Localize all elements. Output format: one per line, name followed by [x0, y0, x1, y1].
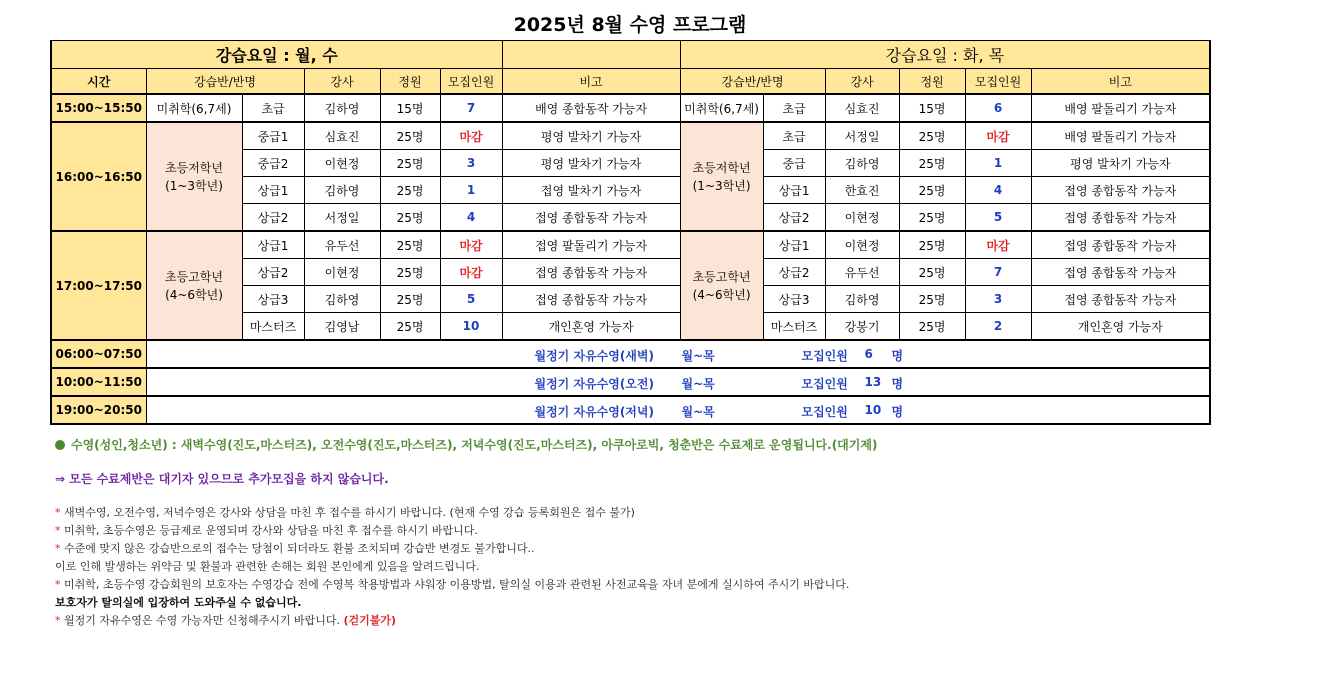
capacity: 15명 — [380, 94, 440, 122]
note-line — [55, 504, 877, 522]
note: 접영 종합동작 가능자 — [502, 259, 680, 286]
capacity: 25명 — [899, 122, 965, 150]
note: 평영 발차기 가능자 — [502, 150, 680, 177]
capacity: 25명 — [899, 231, 965, 259]
teacher: 김하영 — [304, 94, 380, 122]
note: 평영 발차기 가능자 — [502, 122, 680, 150]
note: 접영 종합동작 가능자 — [1031, 177, 1210, 204]
teacher: 심효진 — [825, 94, 899, 122]
capacity: 25명 — [380, 259, 440, 286]
recruit-count: 1 — [965, 150, 1031, 177]
teacher: 이현정 — [825, 231, 899, 259]
class-level: 상급1 — [242, 177, 304, 204]
free-swim-info — [146, 340, 1210, 368]
class-level: 중급2 — [242, 150, 304, 177]
class-level: 상급2 — [763, 204, 825, 232]
free-swim-unit: 명 — [891, 377, 904, 391]
class-level: 중급 — [763, 150, 825, 177]
teacher: 이현정 — [304, 150, 380, 177]
class-group: 미취학(6,7세) — [680, 94, 763, 122]
teacher: 김하영 — [825, 286, 899, 313]
class-level: 상급1 — [763, 231, 825, 259]
teacher: 서정일 — [825, 122, 899, 150]
note: 접영 종합동작 가능자 — [1031, 286, 1210, 313]
note-text: 수준에 맞지 않은 강습반으로의 접수는 당첨이 되더라도 환불 조치되며 강습반 변경도 불가합니다.. — [64, 542, 535, 555]
col-teacher: 강사 — [304, 69, 380, 95]
recruit-count: 마감 — [440, 259, 502, 286]
free-swim-notice: * 월정기 자유수영은 수영 가능자만 신청해주시기 바랍니다. (걷기불가) — [55, 614, 397, 627]
capacity: 25명 — [380, 150, 440, 177]
page-title: 2025년 8월 수영 프로그램 — [513, 14, 747, 36]
recruit-count: 5 — [965, 204, 1031, 232]
table-row — [51, 41, 1210, 69]
class-level: 상급3 — [763, 286, 825, 313]
recruit-count: 10 — [440, 313, 502, 341]
capacity: 25명 — [899, 177, 965, 204]
note-line — [55, 540, 877, 558]
note: 배영 팔돌리기 가능자 — [1031, 94, 1210, 122]
note-line — [55, 558, 877, 576]
free-swim-unit: 명 — [891, 349, 904, 363]
free-swim-label: 모집인원 — [801, 377, 848, 391]
note-star: * — [55, 578, 64, 591]
class-level: 중급1 — [242, 122, 304, 150]
free-swim-label: 모집인원 — [801, 349, 848, 363]
class-level: 초급 — [763, 94, 825, 122]
bullet-dot-icon — [55, 440, 65, 450]
blank-header — [502, 41, 680, 69]
recruit-count: 1 — [440, 177, 502, 204]
capacity: 25명 — [380, 122, 440, 150]
capacity: 25명 — [899, 150, 965, 177]
table-row — [51, 368, 1210, 396]
guardian-notice: 보호자가 탈의실에 입장하여 도와주실 수 없습니다. — [55, 596, 302, 609]
time-slot: 16:00~16:50 — [51, 122, 146, 231]
capacity: 25명 — [380, 204, 440, 232]
class-group: 초등저학년 (1~3학년) — [146, 122, 242, 231]
teacher: 김하영 — [304, 286, 380, 313]
right-days-header: 강습요일 : 화, 목 — [680, 41, 1210, 69]
capacity: 25명 — [899, 259, 965, 286]
table-row — [51, 396, 1210, 424]
recruit-count: 3 — [965, 286, 1031, 313]
free-swim-days: 월~목 — [681, 377, 715, 391]
col-recruit: 모집인원 — [440, 69, 502, 95]
note-line — [55, 522, 877, 540]
recruit-count: 7 — [965, 259, 1031, 286]
capacity: 25명 — [380, 286, 440, 313]
free-swim-count: 6 — [864, 347, 873, 361]
adult-notice: 수영(성인,청소년) : 새벽수영(진도,마스터즈), 오전수영(진도,마스터즈), 저녁수영(진도,마스터즈), 아쿠아로빅, 청춘반은 수료제로 운영됩니다.(대기제) — [55, 436, 877, 454]
teacher: 이현정 — [825, 204, 899, 232]
table-row — [51, 94, 1210, 122]
free-swim-time: 19:00~20:50 — [51, 396, 146, 424]
capacity: 25명 — [899, 286, 965, 313]
col-time: 시간 — [51, 69, 146, 95]
teacher: 강봉기 — [825, 313, 899, 341]
class-group: 초등고학년 (4~6학년) — [146, 231, 242, 340]
col-teacher-r: 강사 — [825, 69, 899, 95]
note: 배영 팔돌리기 가능자 — [1031, 122, 1210, 150]
note: 접영 발차기 가능자 — [502, 177, 680, 204]
recruit-count: 4 — [440, 204, 502, 232]
class-level: 상급2 — [242, 204, 304, 232]
time-slot: 17:00~17:50 — [51, 231, 146, 340]
capacity: 25명 — [380, 313, 440, 341]
free-swim-info — [146, 396, 1210, 424]
col-class-r: 강습반/반명 — [680, 69, 825, 95]
recruit-count: 마감 — [965, 231, 1031, 259]
note-text: 미취학, 초등수영은 등급제로 운영되며 강사와 상담을 마친 후 접수를 하시기 바랍니다. — [64, 524, 478, 537]
teacher: 김하영 — [825, 150, 899, 177]
teacher: 김하영 — [304, 177, 380, 204]
note: 평영 발차기 가능자 — [1031, 150, 1210, 177]
table-row — [51, 340, 1210, 368]
class-level: 상급2 — [763, 259, 825, 286]
class-group: 초등고학년 (4~6학년) — [680, 231, 763, 340]
free-swim-days: 월~목 — [681, 349, 715, 363]
recruit-count: 마감 — [440, 122, 502, 150]
note: 접영 종합동작 가능자 — [502, 286, 680, 313]
col-note-r: 비고 — [1031, 69, 1210, 95]
recruit-count: 마감 — [440, 231, 502, 259]
capacity: 25명 — [380, 231, 440, 259]
table-row — [51, 231, 1210, 259]
note-text: 새벽수영, 오전수영, 저녁수영은 강사와 상담을 마친 후 접수를 하시기 바랍니다. (현재 수영 강습 등록회원은 접수 불가) — [64, 506, 635, 519]
class-level: 상급1 — [763, 177, 825, 204]
note: 접영 종합동작 가능자 — [1031, 204, 1210, 232]
free-swim-time: 10:00~11:50 — [51, 368, 146, 396]
note-lines — [55, 504, 877, 594]
table-row — [51, 69, 1210, 95]
capacity: 25명 — [380, 177, 440, 204]
note-text: 미취학, 초등수영 강습회원의 보호자는 수영강습 전에 수영복 착용방법과 샤워장 이용방법, 탈의실 이용과 관련된 사전교육을 자녀 분에게 실시하여 주시기 바랍니다. — [64, 578, 850, 591]
note-star: * — [55, 524, 64, 537]
col-capacity-r: 정원 — [899, 69, 965, 95]
teacher: 한효진 — [825, 177, 899, 204]
class-level: 마스터즈 — [242, 313, 304, 341]
note: 접영 종합동작 가능자 — [1031, 259, 1210, 286]
note: 접영 팔돌리기 가능자 — [502, 231, 680, 259]
free-swim-name: 월정기 자유수영(저녁) — [534, 405, 654, 419]
free-swim-label: 모집인원 — [801, 405, 848, 419]
teacher: 심효진 — [304, 122, 380, 150]
class-level: 초급 — [242, 94, 304, 122]
free-swim-count: 13 — [864, 375, 882, 389]
class-level: 상급2 — [242, 259, 304, 286]
class-level: 상급3 — [242, 286, 304, 313]
col-note: 비고 — [502, 69, 680, 95]
note: 개인혼영 가능자 — [502, 313, 680, 341]
free-swim-info — [146, 368, 1210, 396]
teacher: 이현정 — [304, 259, 380, 286]
recruit-count: 6 — [965, 94, 1031, 122]
class-group: 초등저학년 (1~3학년) — [680, 122, 763, 231]
note: 개인혼영 가능자 — [1031, 313, 1210, 341]
notes-section — [55, 436, 877, 630]
note: 배영 종합동작 가능자 — [502, 94, 680, 122]
free-swim-count: 10 — [864, 403, 882, 417]
teacher: 김영남 — [304, 313, 380, 341]
time-slot: 15:00~15:50 — [51, 94, 146, 122]
teacher: 유두선 — [825, 259, 899, 286]
recruit-count: 7 — [440, 94, 502, 122]
class-level: 상급1 — [242, 231, 304, 259]
col-recruit-r: 모집인원 — [965, 69, 1031, 95]
col-class: 강습반/반명 — [146, 69, 304, 95]
free-swim-name: 월정기 자유수영(오전) — [534, 377, 654, 391]
table-row — [51, 122, 1210, 150]
schedule-table — [50, 40, 1211, 425]
capacity: 25명 — [899, 204, 965, 232]
class-group: 미취학(6,7세) — [146, 94, 242, 122]
no-extra-recruit-notice: ⇒ 모든 수료제반은 대기자 있으므로 추가모집을 하지 않습니다. — [55, 472, 389, 486]
recruit-count: 3 — [440, 150, 502, 177]
teacher: 유두선 — [304, 231, 380, 259]
note: 접영 종합동작 가능자 — [1031, 231, 1210, 259]
recruit-count: 마감 — [965, 122, 1031, 150]
recruit-count: 4 — [965, 177, 1031, 204]
note-text: 이로 인해 발생하는 위약금 및 환불과 관련한 손해는 회원 본인에게 있음을 알려드립니다. — [55, 560, 480, 573]
free-swim-days: 월~목 — [681, 405, 715, 419]
recruit-count: 2 — [965, 313, 1031, 341]
free-swim-name: 월정기 자유수영(새벽) — [534, 349, 654, 363]
note-star: * — [55, 542, 64, 555]
capacity: 15명 — [899, 94, 965, 122]
free-swim-unit: 명 — [891, 405, 904, 419]
left-days-header: 강습요일 : 월, 수 — [51, 41, 502, 69]
recruit-count: 5 — [440, 286, 502, 313]
class-level: 마스터즈 — [763, 313, 825, 341]
class-level: 초급 — [763, 122, 825, 150]
capacity: 25명 — [899, 313, 965, 341]
note: 접영 종합동작 가능자 — [502, 204, 680, 232]
free-swim-time: 06:00~07:50 — [51, 340, 146, 368]
note-line — [55, 576, 877, 594]
teacher: 서정일 — [304, 204, 380, 232]
col-capacity: 정원 — [380, 69, 440, 95]
note-star: * — [55, 506, 64, 519]
